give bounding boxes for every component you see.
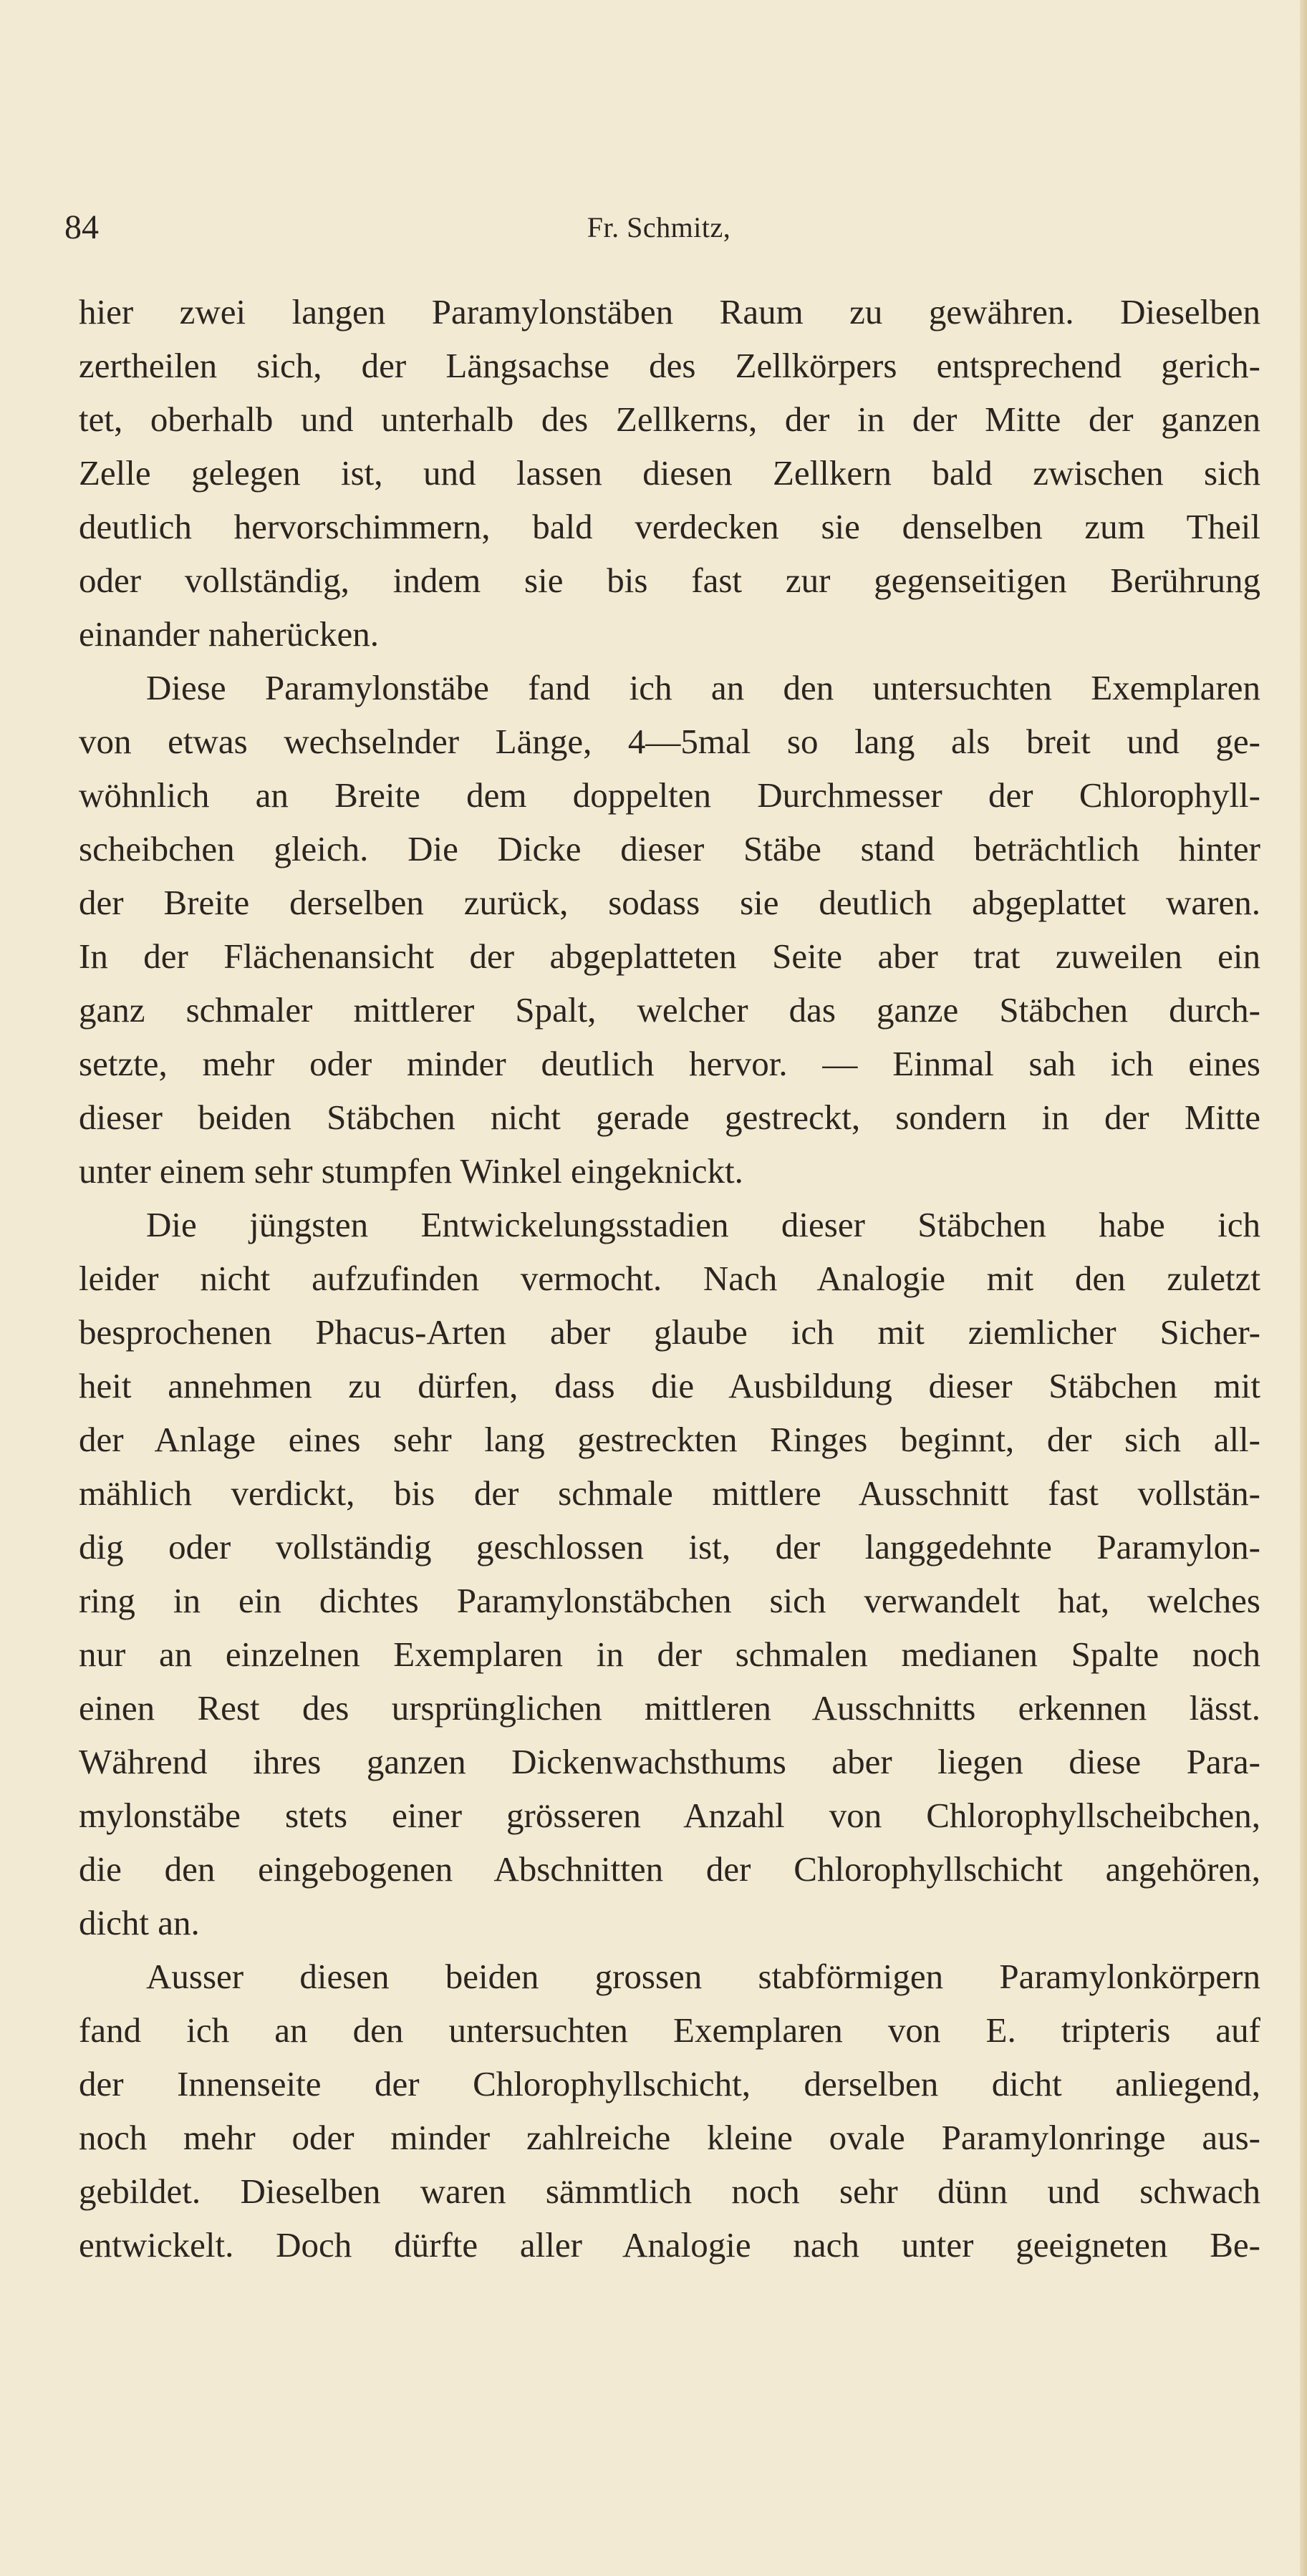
text-line: ring in ein dichtes Paramylonstäbchen sich verwandelt hat, welches: [79, 1581, 1260, 1620]
text-line: tet, oberhalb und unterhalb des Zellkerns, der in der Mitte der ganzen: [79, 400, 1260, 439]
text-line: dig oder vollständig geschlossen ist, der langgedehnte Paramylon-: [79, 1527, 1260, 1567]
text-line: ganz schmaler mittlerer Spalt, welcher das ganze Stäbchen durch-: [79, 990, 1260, 1030]
page-edge: [1300, 0, 1307, 2576]
text-line: wöhnlich an Breite dem doppelten Durchmesser der Chlorophyll-: [79, 775, 1260, 815]
running-head: Fr. Schmitz,: [587, 211, 731, 243]
text-line: die den eingebogenen Abschnitten der Chlorophyllschicht angehören,: [79, 1849, 1260, 1889]
text-line: setzte, mehr oder minder deutlich hervor. — Einmal sah ich eines: [79, 1044, 1260, 1083]
text-line: In der Flächenansicht der abgeplatteten Seite aber trat zuweilen ein: [79, 936, 1260, 976]
text-line: Ausser diesen beiden grossen stabförmigen Paramylonkörpern: [146, 1957, 1260, 1996]
text-line: mählich verdickt, bis der schmale mittlere Ausschnitt fast vollstän-: [79, 1473, 1260, 1513]
page-header: [64, 208, 1253, 251]
text-line: leider nicht aufzufinden vermocht. Nach Analogie mit den zuletzt: [79, 1259, 1260, 1298]
text-line: Die jüngsten Entwickelungsstadien dieser Stäbchen habe ich: [146, 1205, 1260, 1244]
text-line: unter einem sehr stumpfen Winkel eingeknickt.: [79, 1151, 743, 1191]
text-line: der Anlage eines sehr lang gestreckten Ringes beginnt, der sich all-: [79, 1420, 1260, 1459]
text-line: gebildet. Dieselben waren sämmtlich noch sehr dünn und schwach: [79, 2171, 1260, 2211]
text-line: oder vollständig, indem sie bis fast zur gegenseitigen Berührung: [79, 561, 1260, 600]
text-line: zertheilen sich, der Längsachse des Zellkörpers entsprechend gerich-: [79, 346, 1260, 385]
body-text: [79, 285, 1260, 2272]
text-line: Während ihres ganzen Dickenwachsthums aber liegen diese Para-: [79, 1742, 1260, 1781]
text-line: von etwas wechselnder Länge, 4—5mal so lang als breit und ge-: [79, 722, 1260, 761]
text-line: der Innenseite der Chlorophyllschicht, derselben dicht anliegend,: [79, 2064, 1260, 2103]
text-line: noch mehr oder minder zahlreiche kleine ovale Paramylonringe aus-: [79, 2118, 1260, 2157]
text-line: einen Rest des ursprünglichen mittleren Ausschnitts erkennen lässt.: [79, 1688, 1260, 1728]
text-line: einander naherücken.: [79, 614, 379, 654]
text-line: scheibchen gleich. Die Dicke dieser Stäbe stand beträchtlich hinter: [79, 829, 1260, 868]
text-line: nur an einzelnen Exemplaren in der schmalen medianen Spalte noch: [79, 1635, 1260, 1674]
text-line: deutlich hervorschimmern, bald verdecken sie denselben zum Theil: [79, 507, 1260, 546]
text-line: entwickelt. Doch dürfte aller Analogie nach unter geeigneten Be-: [79, 2225, 1260, 2265]
text-line: dicht an.: [79, 1903, 200, 1942]
text-line: Zelle gelegen ist, und lassen diesen Zellkern bald zwischen sich: [79, 453, 1260, 493]
text-line: heit annehmen zu dürfen, dass die Ausbildung dieser Stäbchen mit: [79, 1366, 1260, 1405]
page-number: 84: [64, 208, 99, 246]
text-line: der Breite derselben zurück, sodass sie deutlich abgeplattet waren.: [79, 883, 1260, 922]
text-line: Diese Paramylonstäbe fand ich an den untersuchten Exemplaren: [146, 668, 1260, 707]
text-line: hier zwei langen Paramylonstäben Raum zu gewähren. Dieselben: [79, 292, 1260, 331]
text-line: besprochenen Phacus-Arten aber glaube ich mit ziemlicher Sicher-: [79, 1312, 1260, 1352]
text-line: fand ich an den untersuchten Exemplaren von E. tripteris auf: [79, 2010, 1260, 2050]
text-line: mylonstäbe stets einer grösseren Anzahl von Chlorophyllscheibchen,: [79, 1796, 1260, 1835]
text-line: dieser beiden Stäbchen nicht gerade gestreckt, sondern in der Mitte: [79, 1098, 1260, 1137]
